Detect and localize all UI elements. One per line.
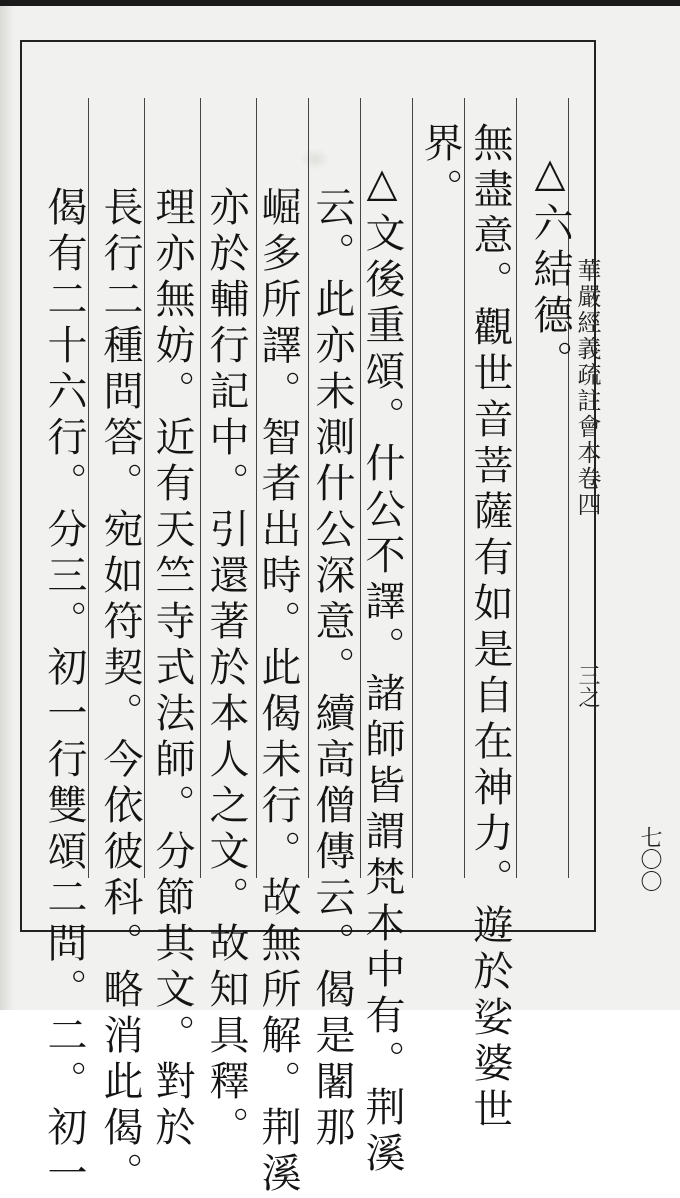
- column-rule: [516, 98, 517, 878]
- leaf-number: 三之: [575, 664, 600, 708]
- text-column-9: 長行二種問答。宛如符契。今依彼科。略消此偈。: [97, 186, 143, 1198]
- text-column-5: 云。此亦未測什公深意。續高僧傳云。偈是闍那: [309, 186, 355, 1152]
- column-rule: [412, 98, 413, 878]
- page-number: 七〇〇: [637, 826, 662, 892]
- text-column-1: △六結德。: [527, 150, 573, 386]
- text-column-3: 界。: [417, 122, 463, 214]
- page-gutter-shadow: [0, 6, 14, 1010]
- text-column-6: 崛多所譯。智者出時。此偈未行。故無所解。荆溪: [255, 186, 301, 1198]
- paper-smudge: [300, 148, 330, 170]
- text-column-4: △文後重頌。什公不譯。諸師皆謂梵本中有。荆溪: [359, 160, 405, 1178]
- text-column-2: 無盡意。觀世音菩薩有如是自在神力。遊於娑婆世: [467, 122, 513, 1134]
- text-column-10: 偈有二十六行。分三。初一行雙頌二問。二。初一: [41, 186, 87, 1198]
- running-title: 華嚴經義疏註會本卷四: [573, 258, 601, 518]
- text-column-7: 亦於輔行記中。引還著於本人之文。故知具釋。: [203, 186, 249, 1152]
- text-column-8: 理亦無妨。近有天竺寺式法師。分節其文。對於: [149, 186, 195, 1152]
